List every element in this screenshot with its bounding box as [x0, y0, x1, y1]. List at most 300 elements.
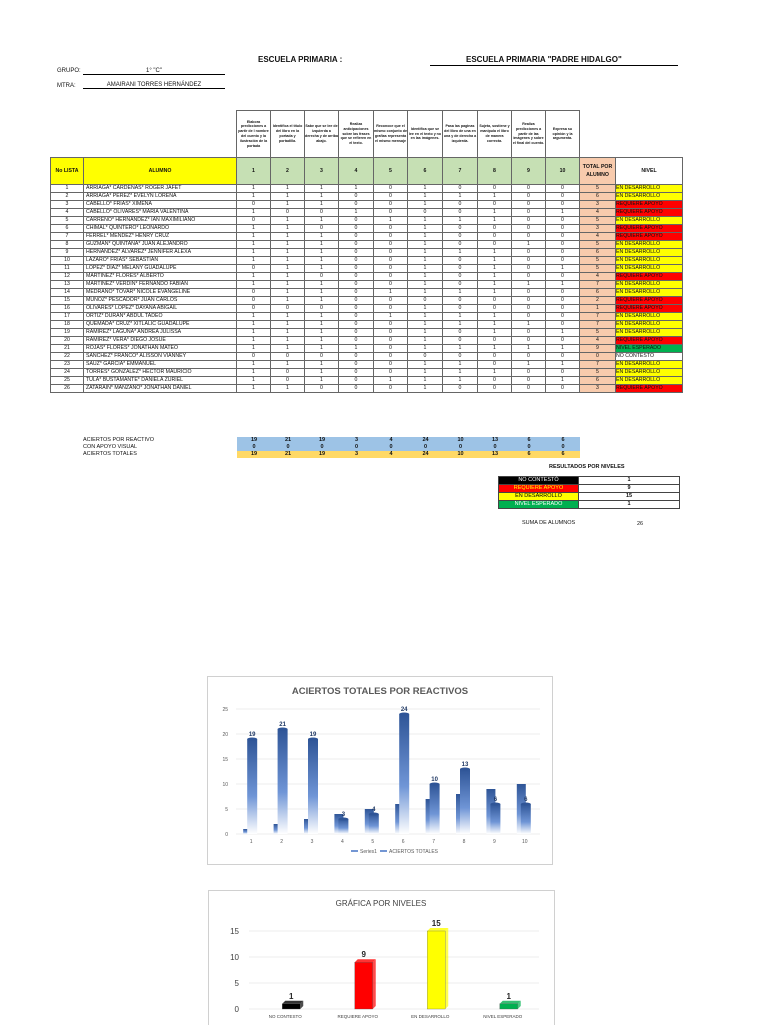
score-cell: 0 [339, 217, 374, 225]
bar-aciertos [308, 739, 318, 834]
x-tick-label: 10 [522, 839, 528, 845]
school-name: ESCUELA PRIMARIA "PADRE HIDALGO" [466, 55, 622, 64]
score-cell: 0 [271, 209, 305, 217]
summary-label: ACIERTOS POR REACTIVO [83, 437, 155, 443]
score-cell: 0 [374, 201, 408, 209]
score-cell: 0 [478, 225, 512, 233]
score-cell: 1 [408, 217, 443, 225]
row-number: 12 [51, 273, 84, 281]
score-cell: 1 [271, 361, 305, 369]
score-cell: 1 [237, 313, 271, 321]
score-cell: 0 [339, 361, 374, 369]
results-row [499, 477, 680, 485]
score-cell: 1 [305, 241, 339, 249]
student-name: RAMIREZ* LAGUNA* ANDREA JULISSA [84, 329, 237, 337]
table-row [51, 345, 683, 353]
score-cell: 1 [408, 257, 443, 265]
summary-value: 0 [512, 444, 546, 451]
y-tick-label: 0 [225, 832, 228, 838]
data-label: 1 [506, 991, 511, 1001]
student-level: EN DESARROLLO [616, 193, 683, 201]
results-count: 1 [579, 501, 680, 509]
data-label: 21 [279, 722, 286, 728]
student-name: RAMIREZ* VERA* DIEGO JOSUE [84, 337, 237, 345]
table-row [51, 385, 683, 393]
score-cell: 1 [374, 313, 408, 321]
row-number: 2 [51, 193, 84, 201]
score-cell: 1 [408, 385, 443, 393]
score-cell: 1 [305, 329, 339, 337]
data-label: 6 [493, 797, 498, 803]
score-cell: 0 [546, 217, 580, 225]
chart-title: GRÁFICA POR NIVELES [335, 899, 427, 908]
score-cell: 0 [546, 313, 580, 321]
x-tick-label: 3 [310, 839, 314, 845]
results-title: RESULTADOS POR NIVELES [549, 464, 625, 470]
score-cell: 0 [339, 241, 374, 249]
score-cell: 1 [408, 337, 443, 345]
score-cell: 0 [512, 249, 546, 257]
student-name: MEDRANO* TOVAR* NICOLE EVANGELINE [84, 289, 237, 297]
student-level: REQUIERE APOYO [616, 337, 683, 345]
score-cell: 0 [305, 225, 339, 233]
score-cell: 1 [478, 193, 512, 201]
criteria-row [51, 111, 683, 158]
student-level: EN DESARROLLO [616, 265, 683, 273]
score-cell: 1 [443, 377, 478, 385]
row-number: 19 [51, 329, 84, 337]
score-cell: 1 [478, 313, 512, 321]
row-number: 1 [51, 185, 84, 193]
score-cell: 0 [408, 297, 443, 305]
score-cell: 1 [237, 273, 271, 281]
table-row [51, 217, 683, 225]
table-row [51, 249, 683, 257]
student-level: EN DESARROLLO [616, 321, 683, 329]
x-tick-label: 8 [462, 839, 466, 845]
student-name: LAZARO* FRIAS* SEBASTIAN [84, 257, 237, 265]
score-cell: 1 [305, 321, 339, 329]
table-row [51, 185, 683, 193]
row-number: 7 [51, 233, 84, 241]
student-level: NO CONTESTÓ [616, 353, 683, 361]
student-level: EN DESARROLLO [616, 217, 683, 225]
criterion-6: Identifica que se lee en el texto y no en las imágenes. [408, 111, 443, 158]
score-cell: 1 [443, 313, 478, 321]
score-cell: 1 [271, 273, 305, 281]
student-total: 5 [580, 185, 616, 193]
table-row [51, 313, 683, 321]
score-cell: 1 [408, 329, 443, 337]
table-row [51, 353, 683, 361]
score-cell: 0 [546, 185, 580, 193]
student-level: REQUIERE APOYO [616, 273, 683, 281]
teacher-value: AMAIRANI TORRES HERNÁNDEZ [83, 82, 225, 89]
table-row [51, 201, 683, 209]
score-cell: 0 [512, 305, 546, 313]
score-cell: 0 [546, 353, 580, 361]
score-cell: 1 [408, 377, 443, 385]
score-cell: 1 [305, 265, 339, 273]
bar-level [355, 962, 373, 1009]
sum-label: SUMA DE ALUMNOS [522, 520, 576, 526]
summary-value: 13 [478, 451, 512, 458]
summary-value: 3 [339, 451, 374, 458]
criterion-5: Reconoce que el mismo conjunto de grafías representa el mismo mensaje [374, 111, 408, 158]
score-cell: 0 [237, 217, 271, 225]
col-9: 9 [512, 158, 546, 185]
score-cell: 0 [478, 385, 512, 393]
col-2: 2 [271, 158, 305, 185]
score-cell: 1 [478, 217, 512, 225]
score-cell: 0 [443, 201, 478, 209]
score-cell: 1 [339, 345, 374, 353]
score-cell: 0 [512, 369, 546, 377]
score-cell: 1 [478, 265, 512, 273]
results-count: 1 [579, 477, 680, 485]
score-cell: 1 [305, 201, 339, 209]
summary-row [50, 437, 580, 444]
score-cell: 0 [374, 185, 408, 193]
score-cell: 1 [443, 249, 478, 257]
x-tick-label: EN DESARROLLO [411, 1014, 450, 1019]
score-cell: 0 [374, 249, 408, 257]
score-cell: 0 [339, 321, 374, 329]
table-row [51, 377, 683, 385]
row-number: 3 [51, 201, 84, 209]
student-name: CHIMAL* QUINTERO* LEONARDO [84, 225, 237, 233]
score-cell: 0 [478, 361, 512, 369]
score-cell: 0 [408, 353, 443, 361]
bar-aciertos [399, 714, 409, 834]
score-cell: 0 [305, 273, 339, 281]
score-cell: 0 [512, 313, 546, 321]
score-cell: 0 [339, 281, 374, 289]
score-cell: 0 [546, 289, 580, 297]
summary-value: 6 [546, 437, 580, 444]
student-name: GUZMAN* QUINTANA* JUAN ALEJANDRO [84, 241, 237, 249]
summary-label: CON APOYO VISUAL [83, 444, 138, 450]
score-cell: 0 [546, 201, 580, 209]
score-cell: 0 [305, 209, 339, 217]
student-level: REQUIERE APOYO [616, 305, 683, 313]
row-number: 10 [51, 257, 84, 265]
results-level: NO CONTESTÓ [499, 477, 579, 485]
score-cell: 0 [374, 297, 408, 305]
student-name: ZATARAIN* MANZANO* JONATHAN DANIEL [84, 385, 237, 393]
summary-value: 19 [237, 451, 271, 458]
score-cell: 1 [546, 377, 580, 385]
score-cell: 0 [443, 385, 478, 393]
score-cell: 1 [305, 369, 339, 377]
score-cell: 0 [339, 233, 374, 241]
results-count: 15 [579, 493, 680, 501]
y-tick-label: 5 [225, 807, 228, 813]
student-name: TULA* BUSTAMANTE* DANIELA ZURIEL [84, 377, 237, 385]
summary-value: 21 [271, 451, 305, 458]
score-cell: 1 [478, 257, 512, 265]
score-cell: 0 [271, 369, 305, 377]
student-name: LOPEZ* DIAZ* MELANY GUADALUPE [84, 265, 237, 273]
score-cell: 0 [512, 377, 546, 385]
score-cell: 0 [512, 329, 546, 337]
student-name: MUÑOZ* PESCADOR* JUAN CARLOS [84, 297, 237, 305]
score-cell: 1 [408, 249, 443, 257]
student-name: ORTIZ* DURAN* ABDUL TADEO [84, 313, 237, 321]
score-cell: 1 [271, 313, 305, 321]
score-cell: 0 [237, 201, 271, 209]
score-cell: 0 [546, 193, 580, 201]
student-name: SAUZ* GARCIA* EMMANUEL [84, 361, 237, 369]
score-cell: 0 [478, 201, 512, 209]
table-row [51, 305, 683, 313]
score-cell: 0 [512, 385, 546, 393]
row-number: 8 [51, 241, 84, 249]
criterion-2: Identifica el título del libro en la portada y portadilla. [271, 111, 305, 158]
score-cell: 0 [339, 193, 374, 201]
score-cell: 1 [546, 361, 580, 369]
student-level: EN DESARROLLO [616, 281, 683, 289]
score-cell: 0 [443, 241, 478, 249]
score-cell: 0 [374, 233, 408, 241]
score-cell: 0 [339, 297, 374, 305]
bar-top [282, 1001, 303, 1004]
score-cell: 1 [443, 345, 478, 353]
summary-value: 21 [271, 437, 305, 444]
score-cell: 1 [408, 225, 443, 233]
score-cell: 1 [237, 321, 271, 329]
criterion-3: Sabe que se lee de izquierda a derecha y de arriba abajo. [305, 111, 339, 158]
score-cell: 1 [237, 385, 271, 393]
table-row [51, 209, 683, 217]
score-cell: 1 [237, 225, 271, 233]
score-cell: 1 [408, 193, 443, 201]
score-cell: 1 [408, 185, 443, 193]
table-row [51, 257, 683, 265]
score-cell: 1 [443, 193, 478, 201]
score-cell: 1 [478, 289, 512, 297]
score-cell: 0 [443, 353, 478, 361]
row-number: 24 [51, 369, 84, 377]
student-total: 3 [580, 225, 616, 233]
y-tick-label: 20 [222, 732, 228, 738]
score-cell: 1 [408, 233, 443, 241]
score-cell: 0 [478, 297, 512, 305]
student-level: EN DESARROLLO [616, 329, 683, 337]
score-cell: 0 [237, 265, 271, 273]
score-cell: 0 [339, 289, 374, 297]
col-3: 3 [305, 158, 339, 185]
score-cell: 0 [546, 297, 580, 305]
score-cell: 0 [512, 273, 546, 281]
score-cell: 0 [512, 289, 546, 297]
sum-value: 26 [637, 521, 644, 527]
y-tick-label: 10 [222, 782, 228, 788]
score-cell: 1 [305, 217, 339, 225]
x-tick-label: REQUIERE APOYO [337, 1014, 379, 1019]
x-tick-label: 5 [371, 839, 375, 845]
student-level: NIVEL ESPERADO [616, 345, 683, 353]
score-cell: 0 [443, 265, 478, 273]
score-cell: 1 [512, 361, 546, 369]
student-name: OLIVARES* LOPEZ* DAYANA ABIGAIL [84, 305, 237, 313]
data-label: 10 [431, 777, 438, 783]
score-cell: 0 [546, 225, 580, 233]
score-cell: 0 [374, 257, 408, 265]
results-row [499, 485, 680, 493]
table-row [51, 281, 683, 289]
score-cell: 1 [271, 225, 305, 233]
score-cell: 0 [339, 249, 374, 257]
score-cell: 1 [478, 249, 512, 257]
student-level: REQUIERE APOYO [616, 385, 683, 393]
score-cell: 0 [339, 201, 374, 209]
score-cell: 1 [237, 329, 271, 337]
score-cell: 1 [478, 281, 512, 289]
score-cell: 0 [512, 265, 546, 273]
score-cell: 1 [478, 321, 512, 329]
table-row [51, 337, 683, 345]
chart-aciertos-svg [208, 677, 552, 864]
score-cell: 1 [271, 185, 305, 193]
score-cell: 1 [408, 289, 443, 297]
data-label: 4 [372, 807, 376, 813]
student-level: REQUIERE APOYO [616, 201, 683, 209]
score-cell: 1 [271, 385, 305, 393]
bar-aciertos [369, 814, 379, 834]
score-cell: 1 [408, 313, 443, 321]
score-cell: 0 [512, 225, 546, 233]
x-tick-label: 9 [493, 839, 496, 845]
score-cell: 1 [408, 201, 443, 209]
bar-side [445, 928, 448, 1009]
row-number: 4 [51, 209, 84, 217]
student-name: ARRIAGA* CARDENAS* ROGER JAFET [84, 185, 237, 193]
table-row [51, 321, 683, 329]
score-cell: 1 [305, 345, 339, 353]
row-number: 22 [51, 353, 84, 361]
score-cell: 1 [546, 209, 580, 217]
table-row [51, 297, 683, 305]
score-cell: 1 [271, 241, 305, 249]
score-cell: 1 [512, 281, 546, 289]
score-cell: 0 [546, 233, 580, 241]
score-cell: 1 [408, 273, 443, 281]
score-cell: 0 [443, 233, 478, 241]
score-cell: 1 [443, 289, 478, 297]
col-alumno: ALUMNO [84, 158, 237, 185]
bar-aciertos [490, 804, 500, 834]
score-cell: 1 [271, 297, 305, 305]
bar-aciertos [247, 739, 257, 834]
score-cell: 1 [237, 241, 271, 249]
score-cell: 1 [237, 345, 271, 353]
score-cell: 0 [512, 353, 546, 361]
score-cell: 1 [237, 361, 271, 369]
student-total: 3 [580, 385, 616, 393]
x-tick-label: 1 [249, 839, 253, 845]
student-name: HERNANDEZ* ALVAREZ* JENNIFER ALEXA [84, 249, 237, 257]
y-tick-label: 15 [230, 927, 239, 936]
score-cell: 1 [546, 329, 580, 337]
bar-level [282, 1004, 300, 1009]
score-cell: 1 [478, 329, 512, 337]
row-number: 21 [51, 345, 84, 353]
summary-value: 0 [443, 444, 478, 451]
score-cell: 0 [512, 217, 546, 225]
score-cell: 1 [408, 281, 443, 289]
row-number: 16 [51, 305, 84, 313]
y-tick-label: 25 [222, 707, 228, 713]
score-cell: 0 [374, 305, 408, 313]
bar-level [427, 931, 445, 1009]
row-number: 18 [51, 321, 84, 329]
score-cell: 0 [305, 353, 339, 361]
score-cell: 0 [374, 353, 408, 361]
table-row [51, 369, 683, 377]
summary-row [50, 451, 580, 458]
student-name: SANCHEZ* FRANCO* ALISSON VIANNEY [84, 353, 237, 361]
row-number: 23 [51, 361, 84, 369]
score-cell: 1 [546, 281, 580, 289]
row-number: 17 [51, 313, 84, 321]
score-cell: 0 [305, 305, 339, 313]
bar-aciertos [460, 769, 470, 834]
score-cell: 1 [443, 361, 478, 369]
x-tick-label: NO CONTESTO [268, 1014, 302, 1019]
criterion-9: Realiza predicciones a partir de las imágenes y sobre el final del cuento. [512, 111, 546, 158]
score-cell: 1 [305, 297, 339, 305]
summary-label: ACIERTOS TOTALES [83, 451, 137, 457]
grades-table [50, 110, 683, 393]
score-cell: 0 [237, 297, 271, 305]
data-label: 1 [289, 991, 294, 1001]
row-number: 5 [51, 217, 84, 225]
table-row [51, 193, 683, 201]
score-cell: 1 [305, 281, 339, 289]
student-level: EN DESARROLLO [616, 313, 683, 321]
score-cell: 0 [443, 225, 478, 233]
score-cell: 1 [305, 337, 339, 345]
score-cell: 1 [408, 369, 443, 377]
score-cell: 0 [478, 377, 512, 385]
summary-value: 0 [546, 444, 580, 451]
student-total: 5 [580, 241, 616, 249]
student-total: 4 [580, 233, 616, 241]
row-number: 26 [51, 385, 84, 393]
score-cell: 1 [271, 249, 305, 257]
student-level: EN DESARROLLO [616, 249, 683, 257]
chart-niveles [208, 890, 555, 1025]
score-cell: 0 [512, 337, 546, 345]
row-number: 11 [51, 265, 84, 273]
score-cell: 0 [546, 385, 580, 393]
score-cell: 1 [271, 193, 305, 201]
score-cell: 0 [478, 233, 512, 241]
group-label: GRUPO: [57, 68, 81, 74]
student-total: 3 [580, 201, 616, 209]
criterion-4: Realiza anticipaciones sobre las frases que se refieren en el texto. [339, 111, 374, 158]
summary-row [50, 444, 580, 451]
score-cell: 1 [374, 289, 408, 297]
student-level: EN DESARROLLO [616, 369, 683, 377]
student-total: 5 [580, 329, 616, 337]
data-label: 19 [309, 732, 317, 738]
student-total: 1 [580, 305, 616, 313]
score-cell: 1 [237, 337, 271, 345]
score-cell: 1 [237, 209, 271, 217]
student-name: FERREL* MENDEZ* HENRY CRUZ [84, 233, 237, 241]
